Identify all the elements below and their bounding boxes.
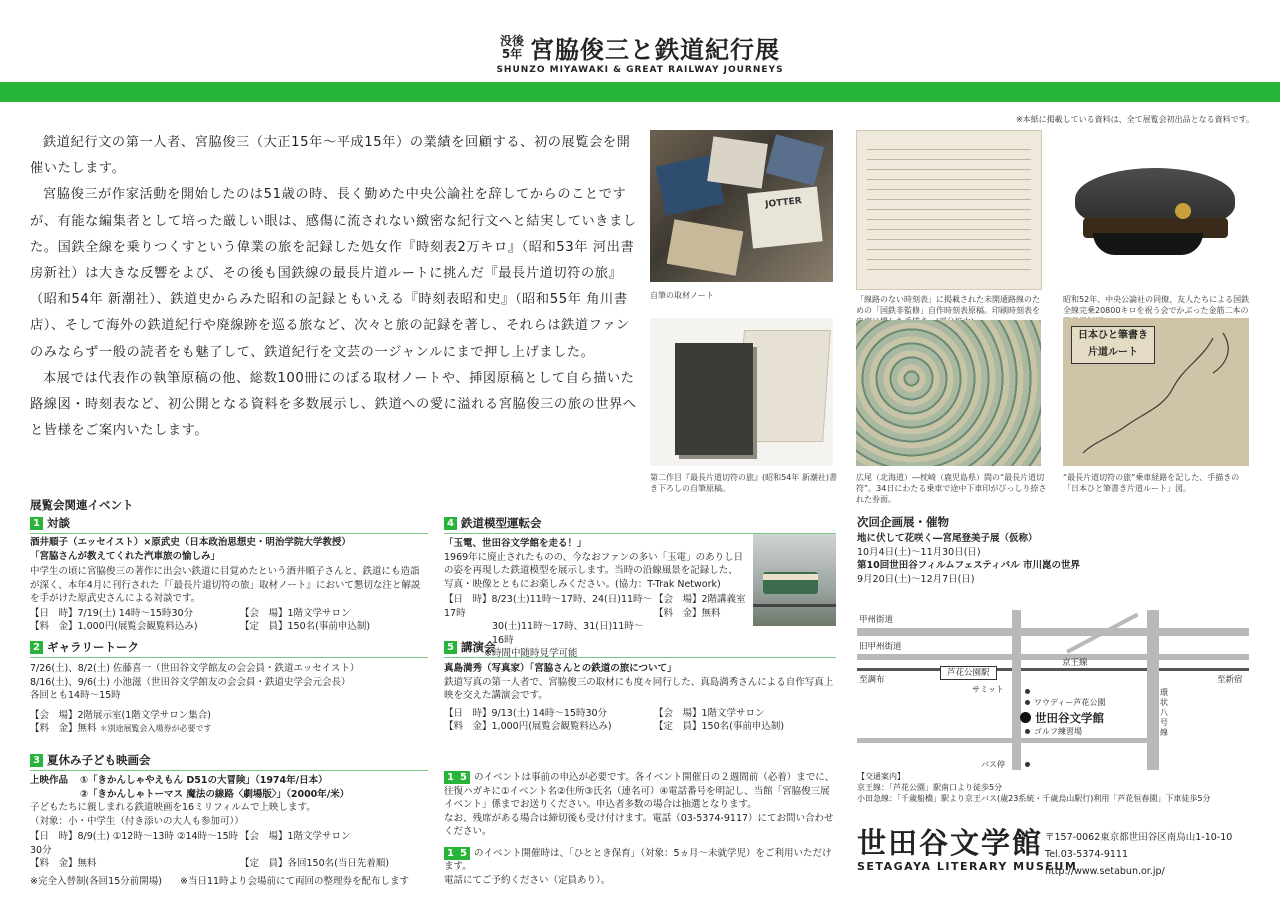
event-4-date-1: 8/23(土)11時〜17時、24(日)11時〜17時 — [444, 594, 653, 619]
event-5-date-label: 【日 時】 — [444, 707, 492, 719]
events-header: 展覧会関連イベント — [30, 498, 134, 512]
event-1-venue: 1階文学サロン — [287, 607, 351, 619]
event-3-description: 子どもたちに親しまれる鉄道映画を16ミリフィルムで上映します。 — [30, 802, 316, 813]
event-5-description: 鉄道写真の第一人者で、宮脇俊三の取材にも度々同行した、真島満秀さんによる自作写真上映を交えた講演会です。 — [444, 676, 834, 701]
event-4-date-label: 【日 時】 — [444, 594, 492, 605]
event-1-venue-label: 【会 場】 — [240, 607, 288, 619]
event-2-fee-label: 【料 金】 — [30, 723, 78, 734]
intro-text — [30, 130, 638, 444]
page-subtitle: SHUNZO MIYAWAKI & GREAT RAILWAY JOURNEYS — [496, 65, 784, 75]
event-2-title: ギャラリートーク — [47, 640, 139, 654]
event-1-title-row — [30, 515, 428, 534]
summit-marker — [1025, 689, 1030, 694]
photo-ticket — [856, 320, 1041, 466]
logo-english: SETAGAYA LITERARY MUSEUM — [857, 860, 1078, 873]
materials-note: ※本紙に掲載している資料は、全て展覧会初出品となる資料です。 — [1015, 115, 1254, 124]
photo-station-cap — [1063, 133, 1249, 281]
route-map-title-line2: 片道ルート — [1088, 347, 1138, 358]
map-bus-stop: バス停 — [981, 760, 1005, 769]
map-museum: 世田谷文学館 — [1035, 711, 1104, 725]
event-5 — [444, 639, 836, 734]
header-small-line1: 没後 — [499, 33, 524, 48]
event-3-venue-label: 【会 場】 — [240, 831, 288, 842]
access-map — [857, 610, 1249, 770]
event-3-fee-label: 【料 金】 — [30, 858, 78, 869]
logo-japanese: 世田谷文学館 — [857, 826, 1044, 860]
event-5-capacity: 150名(事前申込制) — [701, 721, 785, 732]
event-2 — [30, 639, 428, 736]
event-4-title-row — [444, 515, 836, 534]
intro-paragraph-3: 本展では代表作の執筆原稿の他、総数100冊にのぼる取材ノートや、挿図原稿として自ら描いた路線図・時刻表など、初公開となる資料を多数展示し、鉄道への愛に溢れる宮脇俊三の旅の世界へと皆様をご案内いたします。 — [30, 370, 637, 439]
intro-paragraph-2: 宮脇俊三が作家活動を開始したのは51歳の時、長く勤めた中央公論社を辞してからのことですが、有能な編集者として培った厳しい眼は、感傷に流されない緻密な紀行文へと結実していきました。国鉄全線を乗りつくすという偉業の旅を記録した処女作『時刻表2万キロ』（昭和53年 河出書房新社）は大きな反響をよび、その後も国鉄線の最長片道ルートに挑んだ『最長片道切符の旅』（昭和54年 新潮社）、鉄道史からみた昭和の記録ともいえる『時刻表昭和史』（昭和55年 角川書店）、そして海外の鉄道紀行や廃線跡を巡る旅など、次々と旅の記録を著し、それらは鉄道ファンのみならず一般の読者をも魅了して、鉄道紀行を文芸の一ジャンルにまで押し上げました。 — [30, 187, 637, 360]
event-4-subtitle: 「玉電、世田谷文学館を走る！」 — [444, 538, 587, 549]
map-summit: サミット — [972, 685, 1004, 694]
header — [0, 30, 1280, 75]
event-2-line-1: 7/26(土)、8/2(土) 佐藤喜一（世田谷文学館友の会会員・鉄道エッセイスト） — [30, 663, 360, 674]
next-line-3: 第10回世田谷フィルムフェスティバル 市川崑の世界 — [857, 560, 1080, 571]
map-road-2: 旧甲州街道 — [859, 642, 902, 652]
event-1-speakers: 酒井順子（エッセイスト）×原武史（日本政治思想史・明治学院大学教授） — [30, 537, 351, 548]
photo-timetable-manuscript — [856, 130, 1042, 290]
next-header: 次回企画展・催物 — [857, 515, 949, 529]
event-3 — [30, 752, 428, 888]
event-4-date-2: 30(土)11時〜17時、31(日)11時〜16時 — [492, 621, 644, 646]
event-2-fee-note: ＊別途展覧会入場券が必要です — [99, 724, 212, 733]
event-4-venue: 2階講義室 — [701, 594, 746, 605]
event-3-work-1: ①「きかんしゃやえもん D51の大冒険」（1974年/日本） — [80, 775, 328, 786]
event-3-capacity: 各回150名(当日先着順) — [287, 858, 390, 869]
access-line-2: 小田急線：「千歳船橋」駅より京王バス(歳23系統・千歳烏山駅行)利用「芦花恒春園」下車徒歩5分 — [857, 794, 1211, 803]
event-1-topic: 「宮脇さんが教えてくれた汽車旅の愉しみ」 — [30, 550, 221, 562]
caption-ticket: 広尾（北海道）―枕崎（鹿児島県）間の“最長片道切符”。34日にわたる乗車で途中下車印がびっしり捺された券面。 — [856, 473, 1047, 504]
event-4-date-note: ※時間中随時見学可能 — [484, 648, 578, 659]
intro-paragraph-1: 鉄道紀行文の第一人者、宮脇俊三（大正15年〜平成15年）の業績を回顧する、初の展覧会を開催いたします。 — [30, 135, 631, 177]
access-info — [857, 771, 1249, 804]
apply-badge-5: 5 — [457, 771, 470, 784]
event-5-title-row — [444, 639, 836, 658]
header-green-bar — [0, 82, 1280, 102]
event-5-speaker: 真島満秀（写真家）「宮脇さんとの鉄道の旅について」 — [444, 663, 677, 674]
event-3-number: 3 — [30, 754, 43, 767]
event-1 — [30, 515, 428, 634]
event-1-number: 1 — [30, 517, 43, 530]
apply-text-1: のイベントは事前の申込が必要です。各イベント開催日の２週間前（必着）までに、往復ハガキに①イベント名②住所③氏名（連名可）④電話番号を明記し、当館「宮脇俊三展イベント」係までお送りください。申込者多数の場合は抽選となります。 — [444, 772, 835, 810]
event-3-work-2: ②「きかんしゃトーマス 魔法の線路〈劇場版〉」（2000年/米） — [80, 788, 350, 800]
event-2-venue-label: 【会 場】 — [30, 709, 78, 721]
childcare-badge-5: 5 — [457, 847, 470, 860]
photo-manuscript-book — [650, 318, 833, 466]
caption-notebooks: 自筆の取材ノート — [650, 291, 714, 300]
event-4-fee-label: 【料 金】 — [654, 607, 702, 619]
event-1-date-label: 【日 時】 — [30, 607, 78, 619]
event-2-line-2: 8/16(土)、9/6(土) 小池滋（世田谷文学館友の会会員・鉄道史学会元会長） — [30, 676, 351, 688]
map-ring8: 環状八号線 — [1160, 688, 1168, 737]
event-2-venue: 2階展示室(1階文学サロン集合) — [77, 709, 212, 721]
caption-route-map: “最長片道切符の旅”乗車経路を記した、手描きの「日本ひと筆書き片道ルート」図。 — [1063, 473, 1240, 493]
footer-address: 〒157-0062東京都世田谷区南烏山1-10-10 — [1045, 832, 1233, 843]
header-small — [500, 35, 524, 61]
photo-train-model — [753, 534, 836, 626]
map-golf: ゴルフ練習場 — [1034, 727, 1082, 736]
event-2-number: 2 — [30, 641, 43, 654]
event-4-fee: 無料 — [701, 607, 721, 619]
next-line-2: 10月4日(土)〜11月30日(日) — [857, 546, 981, 558]
park-marker — [1025, 700, 1030, 705]
event-3-capacity-label: 【定 員】 — [240, 858, 288, 869]
apply-text-4: 電話にてご予約ください（定員あり）。 — [444, 874, 611, 886]
map-east-label: 至新宿 — [1217, 675, 1243, 685]
photo-notebooks — [650, 130, 833, 282]
event-5-fee-label: 【料 金】 — [444, 721, 492, 732]
map-station: 芦花公園駅 — [940, 666, 997, 680]
event-4-venue-label: 【会 場】 — [654, 594, 702, 605]
event-3-fee: 無料 — [77, 858, 97, 869]
event-4-description: 1969年に廃止されたものの、今なおファンの多い「玉電」のありし日の姿を再現した鉄道模型を展示します。当時の沿線風景を記録した、写真・映像とともにお楽しみください。(協力：T-Trak Network) — [444, 551, 744, 590]
event-1-fee: 1,000円(展覧会観覧料込み) — [77, 621, 198, 632]
event-3-title: 夏休み子ども映画会 — [47, 753, 151, 767]
event-1-title: 対談 — [47, 516, 70, 530]
event-5-date: 9/13(土) 14時〜15時30分 — [491, 707, 608, 719]
footer-url[interactable]: http://www.setabun.or.jp/ — [1045, 866, 1165, 877]
event-3-venue: 1階文学サロン — [287, 831, 351, 842]
application-info — [444, 771, 838, 887]
bus-stop-marker — [1025, 762, 1030, 767]
next-exhibitions — [857, 514, 1247, 586]
footer-tel: Tel.03-5374-9111 — [1045, 849, 1128, 860]
museum-marker — [1020, 712, 1031, 723]
event-5-capacity-label: 【定 員】 — [654, 721, 702, 732]
event-1-capacity: 150名(事前申込制) — [287, 621, 371, 632]
map-west-label: 至調布 — [859, 675, 885, 685]
event-2-title-row — [30, 639, 428, 658]
event-3-title-row — [30, 752, 428, 771]
event-5-fee: 1,000円(展覧会観覧料込み) — [491, 721, 612, 732]
event-3-work-label: 上映作品 — [30, 775, 69, 786]
route-map-title-line1: 日本ひと筆書き — [1078, 330, 1148, 341]
event-5-venue: 1階文学サロン — [701, 707, 765, 719]
photo-route-map — [1063, 318, 1249, 466]
event-3-note-2: ※当日11時より会場前にて両回の整理券を配布します — [180, 875, 410, 887]
access-title: 【交通案内】 — [857, 772, 905, 781]
event-1-fee-label: 【料 金】 — [30, 621, 78, 632]
event-4-number: 4 — [444, 517, 457, 530]
map-keio-line: 京王線 — [1062, 658, 1088, 668]
event-3-date: 8/9(土) ①12時〜13時 ②14時〜15時30分 — [30, 831, 239, 856]
event-1-capacity-label: 【定 員】 — [240, 621, 288, 632]
caption-timetable-manuscript: 「線路のない時刻表」に掲載された未開通路線のための「国鉄非監修」自作時刻表原稿。印刷時刻表を — [856, 295, 1040, 315]
apply-badge-1: 1 — [444, 771, 457, 784]
map-road-1: 甲州街道 — [859, 615, 894, 625]
map-park: ワウディー芦花公園 — [1034, 698, 1106, 707]
golf-marker — [1025, 729, 1030, 734]
next-line-1: 地に伏して花咲く―宮尾登美子展（仮称） — [857, 533, 1038, 544]
event-5-number: 5 — [444, 641, 457, 654]
childcare-badge-1: 1 — [444, 847, 457, 860]
event-2-fee: 無料 — [77, 723, 97, 734]
notebook-label: JOTTER — [747, 186, 822, 248]
apply-text-3: のイベント開催時は、「ひととき保育」（対象：5ヵ月〜未就学児）をご利用いただけます。 — [444, 847, 832, 872]
event-3-date-label: 【日 時】 — [30, 831, 78, 842]
event-4-title: 鉄道模型運転会 — [461, 516, 542, 530]
event-5-title: 講演会 — [461, 640, 496, 654]
event-3-note-1: ※完全入替制(各回15分前開場) — [30, 875, 162, 887]
event-2-line-3: 各回とも14時〜15時 — [30, 690, 121, 701]
next-line-4: 9月20日(土)〜12月7日(日) — [857, 573, 975, 585]
page-title: 宮脇俊三と鉄道紀行展 — [530, 36, 780, 64]
event-3-target: （対象：小・中学生（付き添いの大人も参加可）） — [30, 815, 244, 827]
footer-contact — [1045, 829, 1232, 880]
access-line-1: 京王線：「芦花公園」駅南口より徒歩5分 — [857, 783, 1003, 792]
header-small-line2: 5年 — [501, 46, 523, 61]
event-5-venue-label: 【会 場】 — [654, 707, 702, 719]
caption-manuscript-book: 第二作目『最長片道切符の旅』(昭和54年 新潮社)書き下ろしの自筆原稿。 — [650, 473, 837, 493]
caption-station-cap: 昭和52年、中央公論社の同僚、友人たちによる国鉄全線完乗20800キロを祝う会でかぶった金筋二本の — [1063, 295, 1250, 315]
event-1-date: 7/19(土) 14時〜15時30分 — [77, 607, 194, 619]
event-1-description: 中学生の頃に宮脇俊三の著作に出会い鉄道に目覚めたという酒井順子さんと、鉄道にも造詣が深く、本年4月に刊行された『「最長片道切符の旅」取材ノート』において懇切な注と解説を手がけた原武史さんによる対談です。 — [30, 566, 421, 604]
apply-text-2: なお、残席がある場合は締切後も受け付けます。電話（03-5374-9117）にてお問い合わせください。 — [444, 812, 834, 837]
